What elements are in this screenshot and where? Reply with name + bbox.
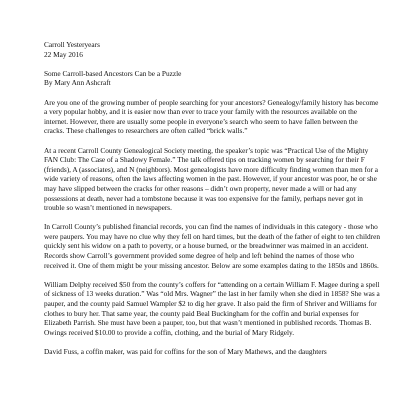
paragraph-coffin-maker: David Fuss, a coffin maker, was paid for coffins for the son of Mary Mathews, and the daughters xyxy=(44,347,327,356)
column-name: Carroll Yesteryears xyxy=(44,40,100,49)
paragraph-financial-records: In Carroll County’s published financial records, you can find the names of individuals in this category - those who were paupers. You may have no clue why they fell on hard times, but the death of the father of eight to ten children quickly sent his widow on a path to poverty, or a house burned, or the breadwinner was maimed in an accident. Records show Carroll’s government provided some degree of help and left behind the names of those who received it. One of them might be your missing ancestor. Below are some examples dating to the 1850s and 1860s. xyxy=(44,222,380,270)
spacer xyxy=(44,59,380,69)
publication-date: 22 May 2016 xyxy=(44,49,83,59)
article-title: Some Carroll-based Ancestors Can be a Puzzle xyxy=(44,68,182,78)
article xyxy=(44,40,380,357)
paragraph-fan-club: At a recent Carroll County Genealogical Society meeting, the speaker’s topic was “Practical Use of the Mighty FAN Club: The Case of a Shadowy Female.” The talk offered tips on tracking women by searching for their F (friends), A (associates), and N (neighbors). Most genealogists have more difficulty finding women than men for a wide variety of reasons, often the laws affecting women in the past. However, if your ancestor was poor, he or she may have slipped between the cracks for other reasons – didn’t own property, never made a will or had any possessions at death, never had a tombstone because it was too expensive for the family, perhaps never got in trouble so wasn’t mentioned in newspapers. xyxy=(44,145,379,213)
paragraph-intro: Are you one of the growing number of people searching for your ancestors? Genealogy/family history has become a very popular hobby, and it is easier now than ever to trace your family with the resources available on the internet. However, there are usually some people in everyone’s search who seem to have fallen between the cracks. These challenges to researchers are often called “brick walls.” xyxy=(44,97,379,136)
spacer xyxy=(44,88,380,98)
paragraph-examples: William Delphy received $50 from the county’s coffers for “attending on a certain William F. Magee during a spell of sickness of 13 weeks duration.” Was “old Mrs. Wagner” the last in her family when she died in 1858? She was a pauper, and the county paid Samuel Wampler $2 to dig her grave. It also paid the firm of Shriver and Williams for clothes to bury her. That same year, the county paid Beal Buckingham for the coffin and burial expenses for Elizabeth Parrish. She must have been a pauper, too, but that wasn’t mentioned in published records. Thomas B. Owings received $10.00 to provide a coffin, clothing, and the burial of Mary Ridgely. xyxy=(44,279,380,337)
byline: By Mary Ann Ashcraft xyxy=(44,78,111,88)
